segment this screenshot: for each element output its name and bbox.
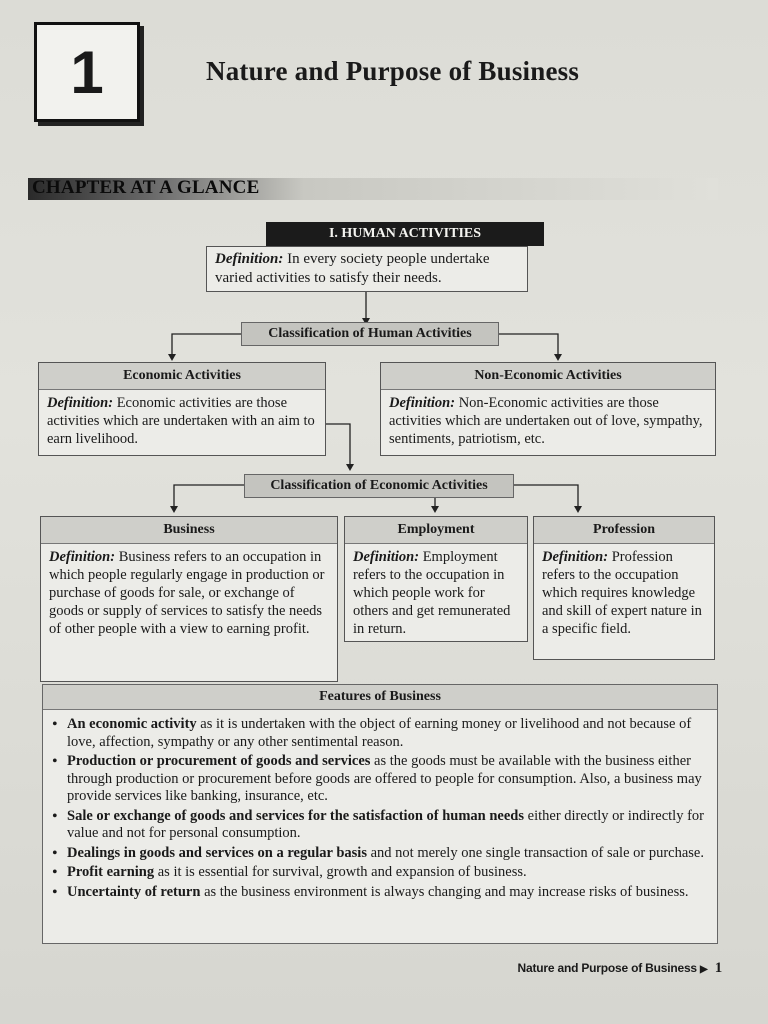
definition-label: Definition:: [49, 549, 116, 565]
feature-title: An economic activity: [67, 716, 197, 732]
non-economic-activities-definition: [381, 390, 715, 452]
feature-item: [67, 716, 707, 751]
profession-box: [533, 516, 715, 660]
non-economic-activities-heading: Non-Economic Activities: [381, 363, 715, 390]
feature-text: as it is undertaken with the object of earning money or livelihood and not because of love, affection, sympathy or any other sentimental reason.: [67, 716, 692, 750]
feature-text: either directly or indirectly for value and not for personal consumption.: [67, 807, 704, 841]
play-arrow-icon: ▶: [700, 964, 708, 975]
feature-item: [67, 845, 707, 863]
economic-activities-definition: [39, 390, 325, 452]
feature-text: and not merely one single transaction of sale or purchase.: [366, 844, 704, 861]
features-list: [43, 716, 717, 901]
chapter-number: 1: [34, 22, 140, 122]
feature-text: as the goods must be available with the business either through production or procurement before goods are offered to people for consumption. Also, a business may provide services like banking, insurance, etc.: [67, 753, 702, 804]
definition-label: Definition:: [542, 549, 609, 565]
chapter-title: Nature and Purpose of Business: [206, 56, 580, 86]
profession-heading: Profession: [534, 517, 714, 544]
definition-text: Business refers to an occupation in which people regularly engage in production or purchase of goods for sale, or exchange of goods or supply of services to satisfy the needs of other people with a view to earning profit.: [49, 549, 325, 637]
feature-text: as the business environment is always changing and may increase risks of business.: [200, 883, 689, 900]
footer-chapter-title: Nature and Purpose of Business: [517, 961, 697, 975]
feature-item: [67, 884, 707, 902]
page-footer: [518, 960, 722, 977]
definition-label: Definition:: [353, 549, 420, 565]
features-of-business-box: [42, 684, 718, 944]
non-economic-activities-box: [380, 362, 716, 456]
profession-definition: [534, 544, 714, 642]
business-definition: [41, 544, 337, 642]
feature-item: [67, 753, 707, 806]
definition-text: In every society people undertake varied activities to satisfy their needs.: [215, 251, 490, 286]
definition-label: Definition:: [47, 395, 114, 411]
glance-heading: CHAPTER AT A GLANCE: [32, 177, 260, 198]
features-heading: Features of Business: [43, 685, 717, 710]
economic-activities-box: [38, 362, 326, 456]
human-activities-definition: [206, 246, 528, 292]
feature-item: [67, 808, 707, 843]
definition-text: Non-Economic activities are those activities which are undertaken out of love, sympathy, sentiments, patriotism, etc.: [389, 395, 703, 447]
definition-text: Profession refers to the occupation which requires knowledge and skill of expert nature in a specific field.: [542, 549, 702, 637]
economic-activities-heading: Economic Activities: [39, 363, 325, 390]
employment-box: [344, 516, 528, 642]
business-heading: Business: [41, 517, 337, 544]
classification-economic-label: Classification of Economic Activities: [244, 474, 514, 498]
classification-human-label: Classification of Human Activities: [241, 322, 499, 346]
employment-definition: [345, 544, 527, 642]
feature-title: Uncertainty of return: [67, 883, 201, 900]
definition-label: Definition:: [389, 395, 456, 411]
feature-title: Sale or exchange of goods and services for the satisfaction of human needs: [67, 807, 525, 824]
feature-item: [67, 864, 707, 882]
feature-title: Dealings in goods and services on a regular basis: [67, 844, 367, 861]
business-box: [40, 516, 338, 682]
definition-label: Definition:: [215, 251, 284, 267]
definition-text: Economic activities are those activities which are undertaken with an aim to earn livelihood.: [47, 395, 315, 447]
feature-text: as it is essential for survival, growth and expansion of business.: [154, 864, 527, 880]
feature-title: Production or procurement of goods and services: [67, 753, 371, 769]
employment-heading: Employment: [345, 517, 527, 544]
feature-title: Profit earning: [67, 864, 155, 880]
page-number: 1: [714, 960, 722, 976]
human-activities-heading: I. HUMAN ACTIVITIES: [266, 222, 544, 246]
definition-text: Employment refers to the occupation in which people work for others and get remunerated in return.: [353, 549, 511, 637]
